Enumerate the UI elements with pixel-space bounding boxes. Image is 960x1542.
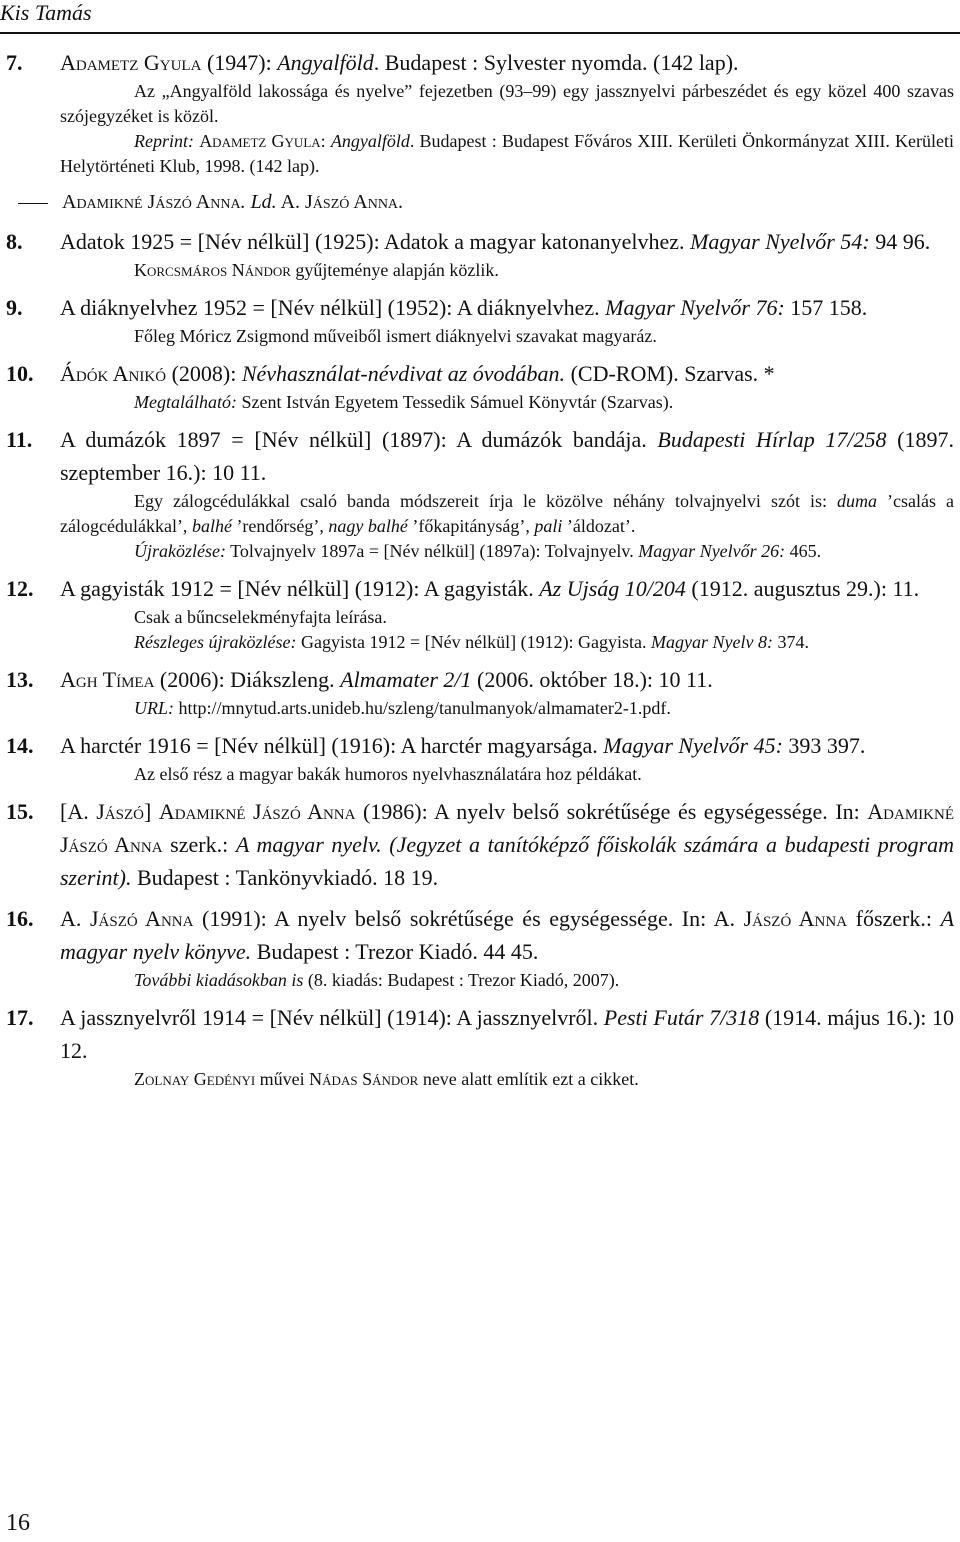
author-name: Agh Tímea	[60, 667, 155, 692]
entry-note: Csak a bűncselekményfajta leírása.	[134, 607, 387, 627]
entry-citation: A gagyisták 1912 = [Név nélkül] (1912): A gagyisták. Az Ujság 10/204 (1912. augusztus 29.): 11.	[60, 576, 920, 601]
entry-note: Főleg Móricz Zsigmond műveiből ismert diáknyelvi szavakat magyaráz.	[134, 326, 657, 346]
entry-number: 8.	[6, 229, 23, 254]
url-link[interactable]: http://mnytud.arts.unideb.hu/szleng/tanulmanyok/almamater2-1.pdf.	[174, 698, 671, 718]
author-name: Jászó Anna	[89, 906, 194, 931]
entry-note: URL: http://mnytud.arts.unideb.hu/szleng/tanulmanyok/almamater2-1.pdf.	[134, 698, 671, 718]
work-title: A magyar nyelv könyve.	[60, 906, 955, 964]
header-rule	[0, 32, 960, 34]
bibliography-list	[0, 46, 960, 1100]
entry-10	[0, 357, 960, 415]
entry-number: 9.	[6, 295, 23, 320]
entry-12	[0, 572, 960, 655]
entry-13	[0, 663, 960, 721]
entry-note: Megtalálható: Szent István Egyetem Tessedik Sámuel Könyvtár (Szarvas).	[134, 392, 674, 412]
entry-number: 11.	[6, 427, 33, 452]
journal-title: Az Ujság 10/204	[539, 576, 686, 601]
entry-citation: Adatok 1925 = [Név nélkül] (1925): Adatok a magyar katonanyelvhez. Magyar Nyelvőr 54: 94 96.	[60, 229, 931, 254]
entry-8	[0, 225, 960, 283]
author-name: Adametz Gyula	[60, 50, 202, 75]
journal-title: Pesti Futár 7/318	[603, 1005, 760, 1030]
entry-citation: Adametz Gyula (1947): Angyalföld. Budapest : Sylvester nyomda. (142 lap).	[60, 50, 739, 75]
entry-note: Korcsmáros Nándor gyűjteménye alapján közlik.	[134, 260, 499, 280]
author-name: Adamikné Jászó Anna	[158, 799, 356, 824]
cross-reference-line: Adamikné Jászó Anna. Ld. A. Jászó Anna.	[18, 187, 960, 217]
entry-citation: A. Jászó Anna (1991): A nyelv belső sokrétűsége és egységessége. In: A. Jászó Anna főszerk.: A magyar nyelv könyve. Budapest : Trezor Kiadó. 44 45.	[60, 906, 955, 964]
header-author: Kis Tamás	[0, 0, 92, 25]
entry-16	[0, 902, 960, 993]
entry-number: 10.	[6, 361, 34, 386]
entry-9	[0, 291, 960, 349]
work-title: Névhasználat-névdivat az óvodában.	[241, 361, 566, 386]
entry-note: További kiadásokban is (8. kiadás: Budapest : Trezor Kiadó, 2007).	[134, 970, 620, 990]
page-number: 16	[6, 1510, 30, 1536]
entry-citation: A diáknyelvhez 1952 = [Név nélkül] (1952): A diáknyelvhez. Magyar Nyelvőr 76: 157 158.	[60, 295, 868, 320]
entry-number: 15.	[6, 799, 34, 824]
entry-11	[0, 423, 960, 564]
entry-number: 13.	[6, 667, 34, 692]
entry-citation: [A. Jászó] Adamikné Jászó Anna (1986): A nyelv belső sokrétűsége és egységessége. In: Adamikné Jászó Anna szerk.: A magyar nyelv. (Jegyzet a tanítóképző főiskolák számára a budapesti program szerint). Budapest : Tankönyvkiadó. 18 19.	[60, 799, 955, 890]
entry-reprint-note: Újraközlése: Tolvajnyelv 1897a = [Név nélkül] (1897a): Tolvajnyelv. Magyar Nyelvőr 26: 465.	[134, 541, 822, 561]
author-name: Ádók Anikó	[60, 361, 167, 386]
entry-cross-reference	[0, 187, 960, 217]
journal-title: Budapesti Hírlap 17/258	[657, 427, 887, 452]
journal-title: Magyar Nyelvőr 54:	[690, 229, 870, 254]
entry-note: Az „Angyalföld lakossága és nyelve” fejezetben (93–99) egy jassznyelvi párbeszédet és egy közel 400 szavas szójegyzéket is közöl.	[60, 81, 954, 126]
entry-number: 14.	[6, 733, 34, 758]
entry-number: 16.	[6, 906, 34, 931]
work-title: Angyalföld	[277, 50, 374, 75]
entry-citation: A harctér 1916 = [Név nélkül] (1916): A harctér magyarsága. Magyar Nyelvőr 45: 393 397.	[60, 733, 866, 758]
entry-14	[0, 729, 960, 787]
entry-note: Az első rész a magyar bakák humoros nyelvhasználatára hoz példákat.	[134, 764, 642, 784]
entry-note: Egy zálogcédulákkal csaló banda módszereit írja le közölve néhány tolvajnyelvi szót is: duma ’csalás a zálogcédulákkal’, balhé ’rendőrség’, nagy balhé ’főkapitányság’, pali ’áldozat’.	[60, 491, 954, 536]
entry-reprint-note: Részleges újraközlése: Gagyista 1912 = [Név nélkül] (1912): Gagyista. Magyar Nyelv 8: 374.	[134, 632, 810, 652]
repeat-dash	[18, 203, 48, 204]
entry-citation: Agh Tímea (2006): Diákszleng. Almamater 2/1 (2006. október 18.): 10 11.	[60, 667, 713, 692]
entry-7	[0, 46, 960, 179]
entry-17	[0, 1001, 960, 1092]
entry-number: 7.	[6, 50, 23, 75]
entry-note: Zolnay Gedényi művei Nádas Sándor neve alatt említik ezt a cikket.	[134, 1069, 639, 1089]
journal-title: Magyar Nyelvőr 76:	[605, 295, 785, 320]
entry-number: 17.	[6, 1005, 34, 1030]
entry-citation: A dumázók 1897 = [Név nélkül] (1897): A dumázók bandája. Budapesti Hírlap 17/258 (1897. szeptember 16.): 10 11.	[60, 427, 955, 485]
entry-citation: A jassznyelvről 1914 = [Név nélkül] (1914): A jassznyelvről. Pesti Futár 7/318 (1914. május 16.): 10 12.	[60, 1005, 954, 1063]
work-title: A magyar nyelv. (Jegyzet a tanítóképző főiskolák számára a budapesti program szerint).	[60, 832, 955, 890]
entry-number: 12.	[6, 576, 34, 601]
entry-reprint-note: Reprint: Adametz Gyula: Angyalföld. Budapest : Budapest Főváros XIII. Kerületi Önkormányzat XIII. Kerületi Helytörténeti Klub, 1998. (142 lap).	[60, 131, 954, 176]
journal-title: Magyar Nyelvőr 45:	[603, 733, 783, 758]
entry-15	[0, 795, 960, 894]
entry-citation: Ádók Anikó (2008): Névhasználat-névdivat az óvodában. (CD-ROM). Szarvas. *	[60, 361, 775, 386]
journal-title: Almamater 2/1	[340, 667, 472, 692]
